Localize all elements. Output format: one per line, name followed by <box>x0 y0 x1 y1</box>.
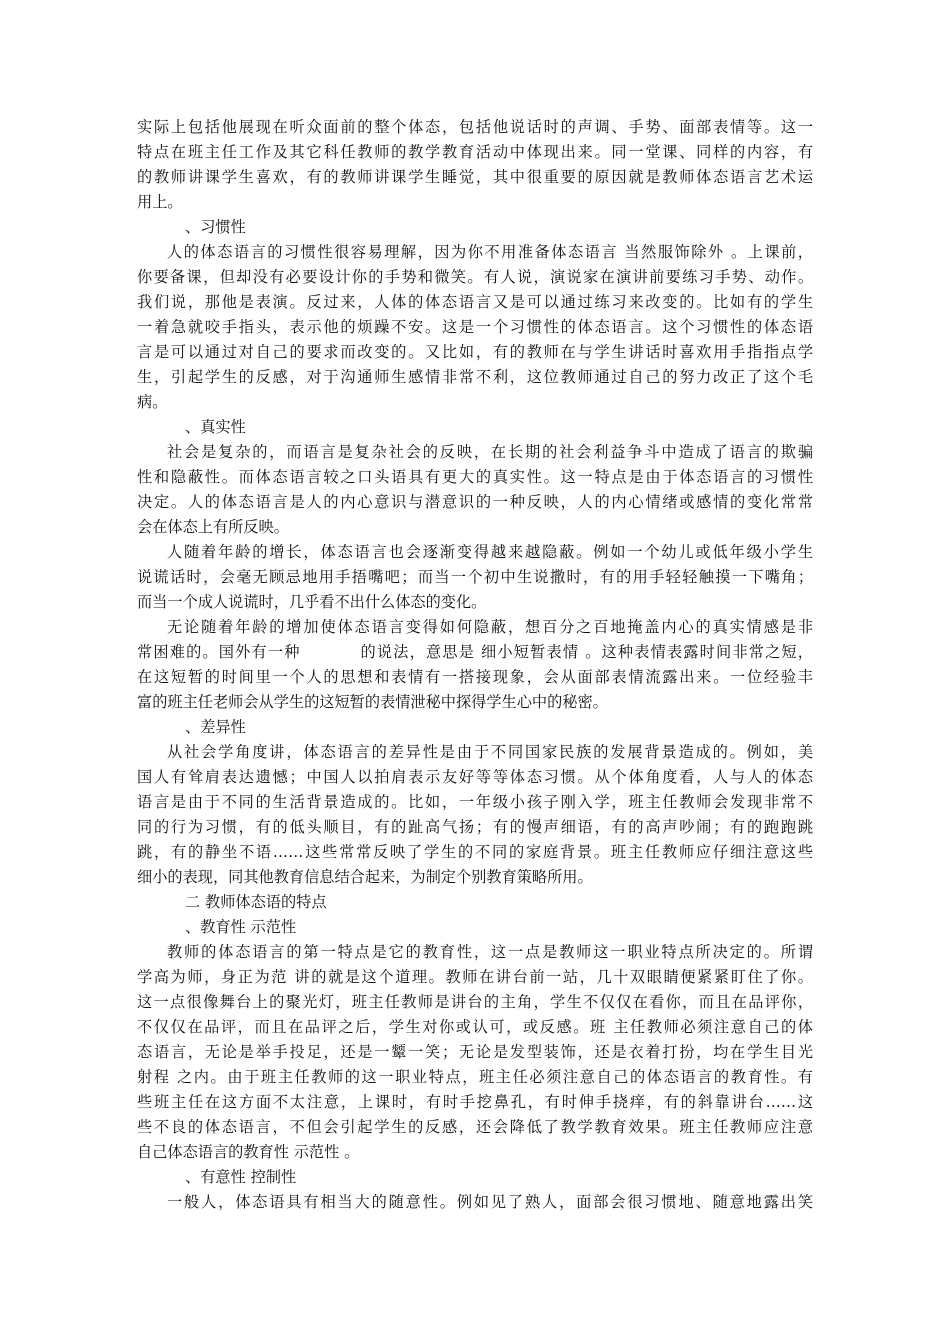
text-line: 病。 <box>137 393 168 411</box>
text-line: 你要备课，但却没有必要设计你的手势和微笑。有人说，演说家在演讲前要练习手势、动作。 <box>137 268 813 286</box>
text-line: 说谎话时，会毫无顾忌地用手捂嘴吧；而当一个初中生说撒时，有的用手轻轻触摸一下嘴角； <box>137 568 813 586</box>
text-line: 决定。人的体态语言是人的内心意识与潜意识的一种反映，人的内心情绪或感情的变化常常 <box>137 493 813 511</box>
text-line: 社会是复杂的，而语言是复杂社会的反映，在长期的社会利益争斗中造成了语言的欺骗 <box>167 443 813 461</box>
text-line: 跳，有的静坐不语……这些常常反映了学生的不同的家庭背景。班主任教师应仔细注意这些 <box>137 843 813 861</box>
text-line: 无论随着年龄的增加使体态语言变得如何隐蔽，想百分之百地掩盖内心的真实情感是非 <box>167 618 813 636</box>
text-line: 特点在班主任工作及其它科任教师的教学教育活动中体现出来。同一堂课、同样的内容，有 <box>137 143 813 161</box>
text-line: 性和隐蔽性。而体态语言较之口头语具有更大的真实性。这一特点是由于体态语言的习惯性 <box>137 468 813 486</box>
text-line: 会在体态上有所反映。 <box>137 518 289 536</box>
text-line: 在这短暂的时间里一个人的思想和表情有一搭接现象，会从面部表情流露出来。一位经验丰 <box>137 668 813 686</box>
text-line: 这一点很像舞台上的聚光灯，班主任教师是讲台的主角，学生不仅仅在看你，而且在品评你， <box>137 993 813 1011</box>
text-line: 人随着年龄的增长，体态语言也会逐渐变得越来越隐蔽。例如一个幼儿或低年级小学生 <box>167 543 813 561</box>
text-line: 同的行为习惯，有的低头顺目，有的趾高气扬；有的慢声细语，有的高声吵闹；有的跑跑跳 <box>137 818 813 836</box>
text-line: 些不良的体态语言，不但会引起学生的反感，还会降低了教学教育效果。班主任教师应注意 <box>137 1118 813 1136</box>
text-line: 学高为师，身正为范 讲的就是这个道理。教师在讲台前一站，几十双眼睛便紧紧盯住了你。 <box>137 968 813 986</box>
text-line: 用上。 <box>137 193 183 211</box>
section-heading: 、真实性 <box>185 418 246 436</box>
text-line: 态语言，无论是举手投足，还是一颦一笑；无论是发型装饰，还是衣着打扮，均在学生目光 <box>137 1043 813 1061</box>
text-line: 常困难的。国外有一种 的说法，意思是 细小短暂表情 。这种表情表露时间非常之短， <box>137 643 813 661</box>
text-line: 从社会学角度讲，体态语言的差异性是由于不同国家民族的发展背景造成的。例如，美 <box>167 743 813 761</box>
text-line: 一般人，体态语具有相当大的随意性。例如见了熟人，面部会很习惯地、随意地露出笑 <box>167 1193 813 1211</box>
text-line: 生，引起学生的反感，对于沟通师生感情非常不利，这位教师通过自己的努力改正了这个毛 <box>137 368 813 386</box>
text-line: 细小的表现，同其他教育信息结合起来，为制定个别教育策略所用。 <box>137 868 593 886</box>
text-line: 国人有耸肩表达遗憾；中国人以拍肩表示友好等等体态习惯。从个体角度看，人与人的体态 <box>137 768 813 786</box>
text-line: 一着急就咬手指头，表示他的烦躁不安。这是一个习惯性的体态语言。这个习惯性的体态语 <box>137 318 813 336</box>
document-body <box>137 115 813 1215</box>
section-heading: 、有意性 控制性 <box>185 1168 297 1186</box>
text-line: 不仅仅在品评，而且在品评之后，学生对你或认可，或反感。班 主任教师必须注意自己的体 <box>137 1018 813 1036</box>
section-heading: 、教育性 示范性 <box>185 918 297 936</box>
text-line: 人的体态语言的习惯性很容易理解，因为你不用准备体态语言 当然服饰除外 。上课前， <box>167 243 813 261</box>
text-line: 教师的体态语言的第一特点是它的教育性，这一点是教师这一职业特点所决定的。所谓 <box>167 943 813 961</box>
text-line: 而当一个成人说谎时，几乎看不出什么体态的变化。 <box>137 593 487 611</box>
section-heading: 、习惯性 <box>185 218 246 236</box>
chapter-heading: 二 教师体态语的特点 <box>185 893 327 911</box>
text-line: 的教师讲课学生喜欢，有的教师讲课学生睡觉，其中很重要的原因就是教师体态语言艺术运 <box>137 168 813 186</box>
text-line: 言是可以通过对自己的要求而改变的。又比如，有的教师在与学生讲话时喜欢用手指指点学 <box>137 343 813 361</box>
text-line: 些班主任在这方面不太注意，上课时，有时手挖鼻孔，有时伸手挠痒，有的斜靠讲台……这 <box>137 1093 813 1111</box>
text-line: 我们说，那他是表演。反过来，人体的体态语言又是可以通过练习来改变的。比如有的学生 <box>137 293 813 311</box>
text-line: 自己体态语言的教育性 示范性 。 <box>137 1143 360 1161</box>
text-line: 实际上包括他展现在听众面前的整个体态，包括他说话时的声调、手势、面部表情等。这一 <box>137 118 813 136</box>
text-line: 射程 之内。由于班主任教师的这一职业特点，班主任必须注意自己的体态语言的教育性。有 <box>137 1068 813 1086</box>
text-line: 富的班主任老师会从学生的这短暂的表情泄秘中探得学生心中的秘密。 <box>137 693 608 711</box>
section-heading: 、差异性 <box>185 718 246 736</box>
text-line: 语言是由于不同的生活背景造成的。比如，一年级小孩子刚入学，班主任教师会发现非常不 <box>137 793 813 811</box>
